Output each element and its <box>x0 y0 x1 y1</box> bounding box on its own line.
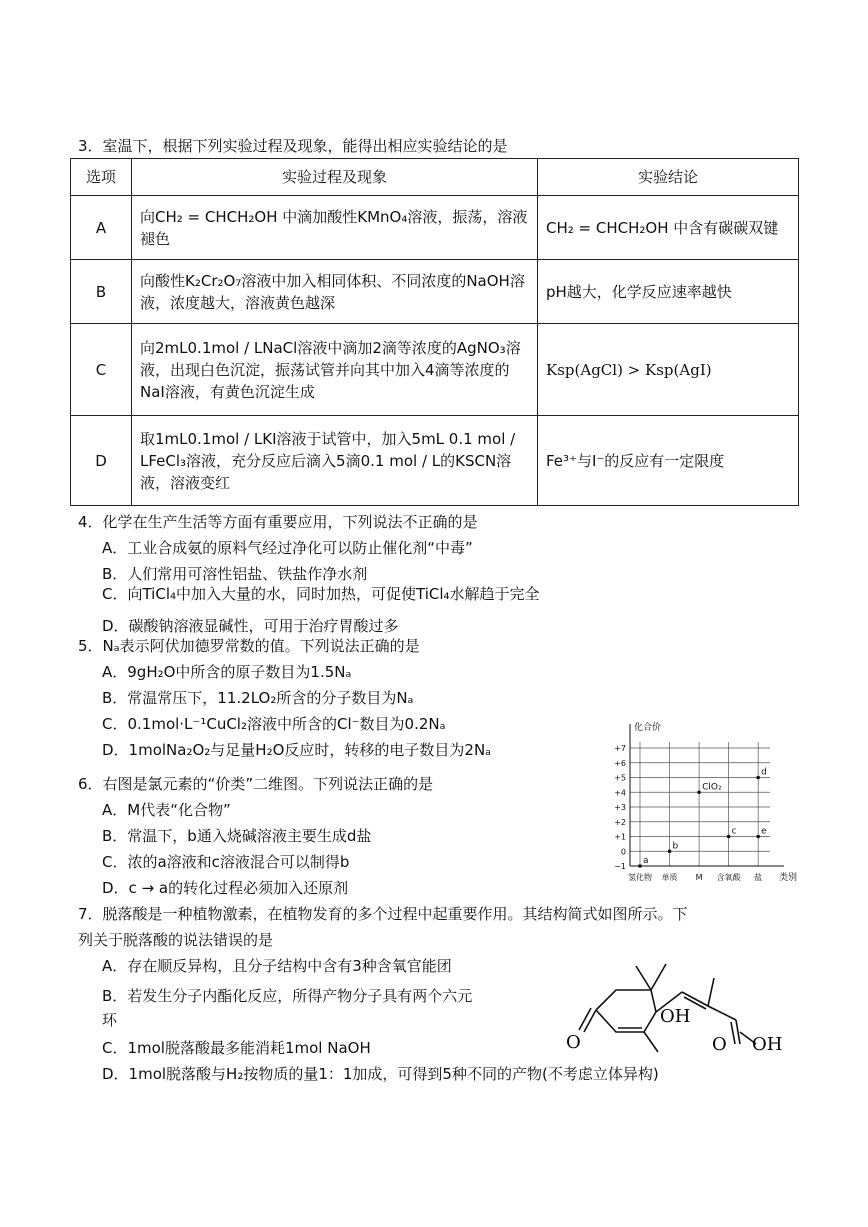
q5-option-c: C．0.1mol·L⁻¹CuCl₂溶液中所含的Cl⁻数目为0.2Nₐ <box>102 715 446 733</box>
table-row <box>71 324 799 416</box>
y-tick-label: +7 <box>614 744 626 753</box>
q4-option-a: A．工业合成氨的原料气经过净化可以防止催化剂“中毒” <box>102 539 473 557</box>
q6-option-b: B．常温下，b通入烧碱溶液主要生成d盐 <box>102 827 372 845</box>
row-conclusion: Ksp(AgCl) > Ksp(AgI) <box>538 324 799 416</box>
q6-option-c: C．浓的a溶液和c溶液混合可以制得b <box>102 853 350 871</box>
q7-option-c: C．1mol脱落酸最多能消耗1mol NaOH <box>102 1039 371 1057</box>
data-point-b <box>668 849 672 853</box>
data-point-e <box>756 835 760 839</box>
x-tick-label: 含氧酸 <box>716 873 741 882</box>
row-conclusion: pH越大，化学反应速率越快 <box>538 260 799 324</box>
y-tick-label: +2 <box>614 817 626 827</box>
data-label: c <box>731 826 737 837</box>
table-row <box>71 260 799 324</box>
y-tick-label: −1 <box>614 862 626 871</box>
x-tick-label: 氢化物 <box>628 873 652 882</box>
y-tick-label: +6 <box>614 758 626 768</box>
data-point-d <box>756 776 760 780</box>
abscisic-acid-structure <box>556 952 796 1060</box>
data-point-ClO₂ <box>697 790 701 794</box>
q7-stem-line2: 列关于脱落酸的说法错误的是 <box>78 931 274 949</box>
row-option: B <box>71 260 132 324</box>
y-tick-label: +4 <box>614 788 626 798</box>
table-header-row <box>71 159 799 196</box>
row-process: 向酸性K₂Cr₂O₇溶液中加入相同体积、不同浓度的NaOH溶液，浓度越大，溶液黄色越深 <box>132 260 538 324</box>
q7-option-b: B．若发生分子内酯化反应，所得产物分子具有两个六元 <box>102 987 473 1005</box>
data-point-c <box>727 835 731 839</box>
q6-stem: 6．右图是氯元素的“价类”二维图。下列说法正确的是 <box>78 775 434 793</box>
q5-option-d: D．1molNa₂O₂与足量H₂O反应时，转移的电子数目为2Nₐ <box>102 741 492 759</box>
data-point-a <box>638 864 642 868</box>
y-tick-label: 0 <box>620 847 626 857</box>
x-axis-label: 类别 <box>778 873 798 883</box>
x-tick-label: 盐 <box>754 873 763 882</box>
row-process: 取1mL0.1mol / LKI溶液于试管中，加入5mL 0.1 mol / LFeCl₃溶液，充分反应后滴入5滴0.1 mol / L的KSCN溶液，溶液变红 <box>132 416 538 506</box>
q5-stem: 5．Nₐ表示阿伏加德罗常数的值。下列说法正确的是 <box>78 637 420 655</box>
table-row <box>71 196 799 260</box>
q5-option-a: A．9gH₂O中所含的原子数目为1.5Nₐ <box>102 663 352 681</box>
q4-option-c: C．向TiCl₄中加入大量的水，同时加热，可促使TiCl₄水解趋于完全 <box>102 585 540 603</box>
ketone-oxygen-label: O <box>566 1032 581 1053</box>
q4-option-b: B．人们常用可溶性铝盐、铁盐作净水剂 <box>102 565 368 583</box>
row-process: 向2mL0.1mol / LNaCl溶液中滴加2滴等浓度的AgNO₃溶液，出现白色沉淀，振荡试管并向其中加入4滴等浓度的NaI溶液，有黄色沉淀生成 <box>132 324 538 416</box>
data-label: b <box>672 841 679 852</box>
valence-class-chart <box>590 718 800 896</box>
q4-option-d: D．碳酸钠溶液显碱性，可用于治疗胃酸过多 <box>102 617 399 635</box>
row-option: D <box>71 416 132 506</box>
y-tick-label: +5 <box>614 773 626 783</box>
header-process: 实验过程及现象 <box>132 159 538 196</box>
acid-oxygen-label: O <box>712 1034 727 1055</box>
x-tick-label: 单质 <box>661 873 678 882</box>
header-option: 选项 <box>71 159 132 196</box>
chart-points <box>638 768 767 868</box>
header-conclusion: 实验结论 <box>538 159 799 196</box>
ring-hydroxyl-label: OH <box>660 1006 691 1027</box>
experiment-table <box>70 158 799 506</box>
q7-stem-line1: 7．脱落酸是一种植物激素，在植物发育的多个过程中起重要作用。其结构简式如图所示。下 <box>78 905 688 923</box>
q7-option-b-cont: 环 <box>102 1011 118 1029</box>
row-option: A <box>71 196 132 260</box>
row-option: C <box>71 324 132 416</box>
q7-option-d: D．1mol脱落酸与H₂按物质的量1：1加成，可得到5种不同的产物(不考虑立体异构) <box>102 1065 659 1083</box>
y-axis-label: 化合价 <box>634 723 662 733</box>
x-tick-label: M <box>695 873 703 882</box>
q7-option-a: A．存在顺反异构，且分子结构中含有3种含氧官能团 <box>102 957 452 975</box>
q5-option-b: B．常温常压下，11.2LO₂所含的分子数目为Nₐ <box>102 689 414 707</box>
y-tick-label: +3 <box>614 803 626 812</box>
chart-grid <box>630 742 770 866</box>
data-label: a <box>643 856 649 866</box>
q3-stem: 3．室温下，根据下列实验过程及现象，能得出相应实验结论的是 <box>78 137 508 155</box>
row-conclusion: Fe³⁺与I⁻的反应有一定限度 <box>538 416 799 506</box>
q6-option-d: D．c → a的转化过程必须加入还原剂 <box>102 879 349 897</box>
y-tick-label: +1 <box>614 832 626 842</box>
row-conclusion: CH₂ = CHCH₂OH 中含有碳碳双键 <box>538 196 799 260</box>
data-label: ClO₂ <box>702 782 722 793</box>
acid-hydroxyl-label: OH <box>752 1034 783 1055</box>
data-label: e <box>761 826 767 837</box>
q4-stem: 4．化学在生产生活等方面有重要应用，下列说法不正确的是 <box>78 513 478 531</box>
table-row <box>71 416 799 506</box>
q6-option-a: A．M代表“化合物” <box>102 801 231 819</box>
row-process: 向CH₂ = CHCH₂OH 中滴加酸性KMnO₄溶液，振荡，溶液褪色 <box>132 196 538 260</box>
chart-axes <box>614 721 797 883</box>
data-label: d <box>761 767 767 778</box>
